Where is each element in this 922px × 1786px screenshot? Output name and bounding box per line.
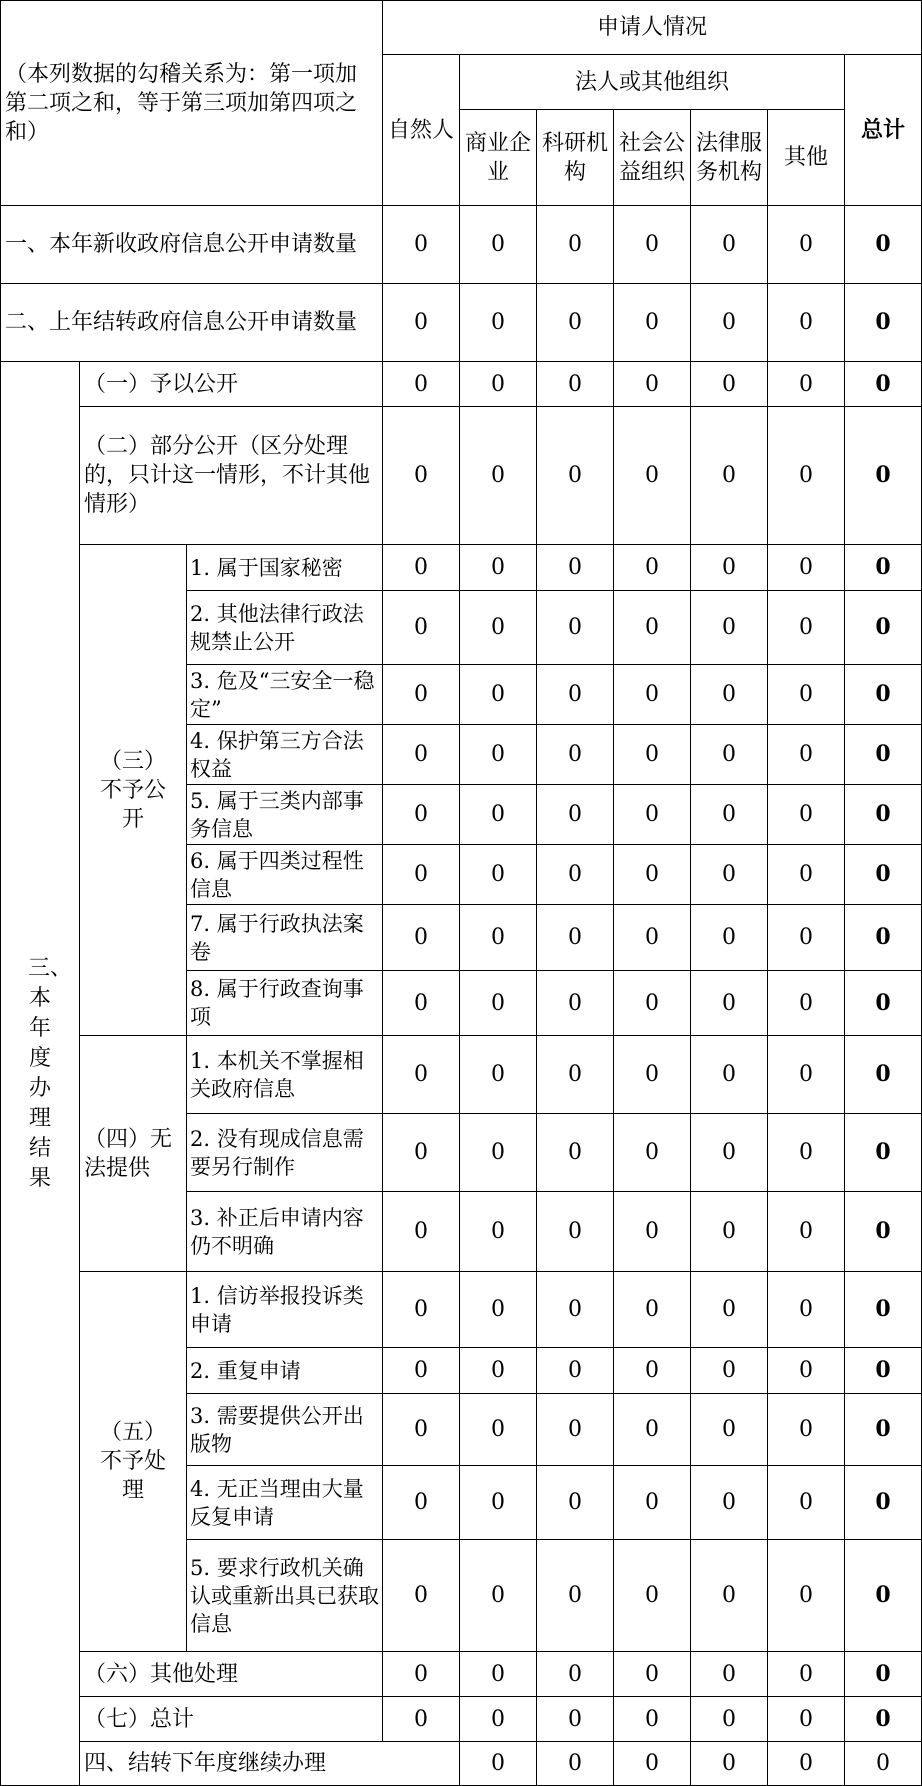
value-cell: 0	[691, 1466, 768, 1540]
value-cell: 0	[537, 845, 614, 905]
value-cell: 0	[845, 1742, 922, 1786]
item-label: 1. 属于国家秘密	[187, 545, 383, 591]
group-label: （六）其他处理	[80, 1652, 383, 1697]
value-cell: 0	[768, 407, 845, 545]
total-cell: 0	[845, 1192, 922, 1272]
value-cell: 0	[691, 206, 768, 284]
value-cell: 0	[460, 206, 537, 284]
item-label: 2. 没有现成信息需要另行制作	[187, 1114, 383, 1192]
value-cell: 0	[768, 545, 845, 591]
value-cell: 0	[460, 905, 537, 971]
value-cell: 0	[614, 1697, 691, 1742]
value-cell: 0	[460, 1272, 537, 1348]
value-cell: 0	[768, 845, 845, 905]
value-cell: 0	[537, 407, 614, 545]
item-label: 2. 其他法律行政法规禁止公开	[187, 591, 383, 665]
item-label: 6. 属于四类过程性信息	[187, 845, 383, 905]
value-cell: 0	[460, 407, 537, 545]
value-cell: 0	[691, 362, 768, 407]
item-label: 5. 属于三类内部事务信息	[187, 785, 383, 845]
value-cell: 0	[383, 785, 460, 845]
item-label: 3. 补正后申请内容仍不明确	[187, 1192, 383, 1272]
value-cell: 0	[383, 362, 460, 407]
value-cell: 0	[537, 1348, 614, 1394]
value-cell: 0	[460, 362, 537, 407]
value-cell: 0	[614, 1540, 691, 1652]
value-cell: 0	[691, 785, 768, 845]
value-cell: 0	[614, 1652, 691, 1697]
legal-service-header: 法律服务机构	[691, 110, 768, 206]
value-cell: 0	[460, 1742, 537, 1786]
item-label: 1. 信访举报投诉类申请	[187, 1272, 383, 1348]
value-cell: 0	[614, 545, 691, 591]
value-cell: 0	[614, 1192, 691, 1272]
total-cell: 0	[845, 1652, 922, 1697]
value-cell: 0	[691, 971, 768, 1036]
value-cell: 0	[460, 1192, 537, 1272]
total-cell: 0	[845, 591, 922, 665]
table-row	[1, 1272, 922, 1348]
value-cell: 0	[768, 905, 845, 971]
total-cell: 0	[845, 1697, 922, 1742]
value-cell: 0	[768, 785, 845, 845]
group-label: （三）不予公开	[80, 545, 187, 1036]
value-cell: 0	[614, 845, 691, 905]
value-cell: 0	[460, 785, 537, 845]
natural-person-header: 自然人	[383, 55, 460, 206]
table-row	[1, 284, 922, 362]
value-cell: 0	[383, 1348, 460, 1394]
value-cell: 0	[383, 1540, 460, 1652]
value-cell: 0	[691, 905, 768, 971]
value-cell: 0	[537, 1036, 614, 1114]
value-cell: 0	[460, 1348, 537, 1394]
value-cell: 0	[691, 845, 768, 905]
total-cell: 0	[845, 725, 922, 785]
total-cell: 0	[845, 1348, 922, 1394]
value-cell: 0	[614, 1394, 691, 1466]
value-cell: 0	[768, 725, 845, 785]
value-cell: 0	[614, 1272, 691, 1348]
value-cell: 0	[537, 1652, 614, 1697]
value-cell: 0	[383, 845, 460, 905]
total-cell: 0	[845, 785, 922, 845]
value-cell: 0	[614, 1742, 691, 1786]
value-cell: 0	[614, 284, 691, 362]
value-cell: 0	[768, 591, 845, 665]
value-cell: 0	[383, 591, 460, 665]
item-label: 3. 需要提供公开出版物	[187, 1394, 383, 1466]
value-cell: 0	[614, 971, 691, 1036]
total-cell: 0	[845, 1036, 922, 1114]
value-cell: 0	[691, 1192, 768, 1272]
total-cell: 0	[845, 284, 922, 362]
value-cell: 0	[768, 1697, 845, 1742]
item-label: 8. 属于行政查询事项	[187, 971, 383, 1036]
value-cell: 0	[383, 665, 460, 725]
value-cell: 0	[537, 905, 614, 971]
total-cell: 0	[845, 1466, 922, 1540]
value-cell: 0	[383, 971, 460, 1036]
value-cell: 0	[383, 206, 460, 284]
value-cell: 0	[768, 1272, 845, 1348]
value-cell: 0	[768, 971, 845, 1036]
value-cell: 0	[383, 1652, 460, 1697]
total-cell: 0	[845, 545, 922, 591]
value-cell: 0	[614, 905, 691, 971]
table-row	[1, 1697, 922, 1742]
item-label: 4. 无正当理由大量反复申请	[187, 1466, 383, 1540]
item-label: 1. 本机关不掌握相关政府信息	[187, 1036, 383, 1114]
value-cell: 0	[614, 1348, 691, 1394]
value-cell: 0	[537, 725, 614, 785]
group-label: （五）不予处理	[80, 1272, 187, 1652]
social-header: 社会公益组织	[614, 110, 691, 206]
item-label: 2. 重复申请	[187, 1348, 383, 1394]
value-cell: 0	[383, 284, 460, 362]
value-cell: 0	[460, 591, 537, 665]
table-row	[1, 206, 922, 284]
value-cell: 0	[460, 1114, 537, 1192]
value-cell: 0	[614, 665, 691, 725]
value-cell: 0	[537, 591, 614, 665]
total-cell: 0	[845, 845, 922, 905]
value-cell: 0	[768, 362, 845, 407]
value-cell: 0	[383, 905, 460, 971]
value-cell: 0	[537, 1192, 614, 1272]
item-label: 4. 保护第三方合法权益	[187, 725, 383, 785]
research-header: 科研机构	[537, 110, 614, 206]
commercial-header: 商业企业	[460, 110, 537, 206]
value-cell: 0	[768, 206, 845, 284]
total-cell: 0	[845, 206, 922, 284]
value-cell: 0	[537, 665, 614, 725]
value-cell: 0	[691, 1394, 768, 1466]
total-cell: 0	[845, 665, 922, 725]
item-label: 7. 属于行政执法案卷	[187, 905, 383, 971]
value-cell: 0	[460, 1697, 537, 1742]
table-note: （本列数据的勾稽关系为：第一项加第二项之和，等于第三项加第四项之和）	[1, 1, 383, 206]
value-cell: 0	[691, 591, 768, 665]
value-cell: 0	[691, 1114, 768, 1192]
value-cell: 0	[768, 1394, 845, 1466]
table-row	[1, 545, 922, 591]
table-row	[1, 1742, 922, 1786]
value-cell: 0	[768, 1540, 845, 1652]
value-cell: 0	[383, 407, 460, 545]
value-cell: 0	[460, 1652, 537, 1697]
value-cell: 0	[768, 1652, 845, 1697]
value-cell: 0	[691, 1540, 768, 1652]
value-cell: 0	[614, 785, 691, 845]
value-cell: 0	[691, 1697, 768, 1742]
value-cell: 0	[460, 1036, 537, 1114]
value-cell: 0	[383, 1114, 460, 1192]
value-cell: 0	[768, 1036, 845, 1114]
value-cell: 0	[768, 284, 845, 362]
value-cell: 0	[460, 1540, 537, 1652]
value-cell: 0	[460, 1466, 537, 1540]
value-cell: 0	[460, 971, 537, 1036]
value-cell: 0	[614, 1466, 691, 1540]
value-cell: 0	[768, 1192, 845, 1272]
value-cell: 0	[460, 665, 537, 725]
total-cell: 0	[845, 1540, 922, 1652]
value-cell: 0	[537, 206, 614, 284]
value-cell: 0	[691, 284, 768, 362]
value-cell: 0	[537, 1697, 614, 1742]
value-cell: 0	[614, 206, 691, 284]
value-cell: 0	[691, 1742, 768, 1786]
value-cell: 0	[383, 725, 460, 785]
section-four-label: 四、结转下年度继续办理	[80, 1742, 460, 1786]
value-cell: 0	[691, 1272, 768, 1348]
total-cell: 0	[845, 971, 922, 1036]
value-cell: 0	[537, 1466, 614, 1540]
value-cell: 0	[768, 1114, 845, 1192]
item-label: 5. 要求行政机关确认或重新出具已获取信息	[187, 1540, 383, 1652]
value-cell: 0	[537, 1114, 614, 1192]
value-cell: 0	[537, 1272, 614, 1348]
table-row	[1, 1036, 922, 1114]
total-cell: 0	[845, 1394, 922, 1466]
value-cell: 0	[691, 665, 768, 725]
value-cell: 0	[383, 1394, 460, 1466]
value-cell: 0	[537, 971, 614, 1036]
table-row	[1, 362, 922, 407]
value-cell: 0	[691, 725, 768, 785]
value-cell: 0	[614, 362, 691, 407]
total-cell: 0	[845, 905, 922, 971]
other-header: 其他	[768, 110, 845, 206]
value-cell: 0	[614, 591, 691, 665]
value-cell: 0	[614, 725, 691, 785]
value-cell: 0	[537, 1540, 614, 1652]
total-header: 总计	[845, 55, 922, 206]
total-cell: 0	[845, 362, 922, 407]
value-cell: 0	[460, 725, 537, 785]
table-row	[1, 1652, 922, 1697]
total-cell: 0	[845, 407, 922, 545]
total-cell: 0	[845, 1114, 922, 1192]
value-cell: 0	[460, 284, 537, 362]
section-three-label: 三、本年度办理结果	[1, 362, 80, 1786]
value-cell: 0	[537, 362, 614, 407]
value-cell: 0	[537, 785, 614, 845]
value-cell: 0	[383, 1272, 460, 1348]
group-label: （一）予以公开	[80, 362, 383, 407]
value-cell: 0	[614, 1114, 691, 1192]
table-row	[1, 407, 922, 545]
group-label: （二）部分公开（区分处理的，只计这一情形，不计其他情形）	[80, 407, 383, 545]
value-cell: 0	[537, 1394, 614, 1466]
section-two-label: 二、上年结转政府信息公开申请数量	[1, 284, 383, 362]
value-cell: 0	[383, 545, 460, 591]
value-cell: 0	[691, 1036, 768, 1114]
value-cell: 0	[768, 665, 845, 725]
value-cell: 0	[460, 545, 537, 591]
value-cell: 0	[460, 845, 537, 905]
item-label: 3. 危及“三安全一稳定”	[187, 665, 383, 725]
value-cell: 0	[768, 1742, 845, 1786]
total-cell: 0	[845, 1272, 922, 1348]
value-cell: 0	[768, 1466, 845, 1540]
value-cell: 0	[691, 545, 768, 591]
value-cell: 0	[691, 1652, 768, 1697]
group-label: （四）无法提供	[80, 1036, 187, 1272]
legal-group-header: 法人或其他组织	[460, 55, 845, 110]
value-cell: 0	[614, 1036, 691, 1114]
value-cell: 0	[460, 1394, 537, 1466]
value-cell: 0	[383, 1192, 460, 1272]
value-cell: 0	[537, 284, 614, 362]
value-cell: 0	[383, 1036, 460, 1114]
section-one-label: 一、本年新收政府信息公开申请数量	[1, 206, 383, 284]
value-cell: 0	[691, 407, 768, 545]
value-cell: 0	[383, 1466, 460, 1540]
value-cell: 0	[383, 1697, 460, 1742]
value-cell: 0	[768, 1348, 845, 1394]
applicant-header: 申请人情况	[383, 1, 922, 55]
group-label: （七）总计	[80, 1697, 383, 1742]
value-cell: 0	[537, 545, 614, 591]
value-cell: 0	[614, 407, 691, 545]
value-cell: 0	[537, 1742, 614, 1786]
value-cell: 0	[691, 1348, 768, 1394]
